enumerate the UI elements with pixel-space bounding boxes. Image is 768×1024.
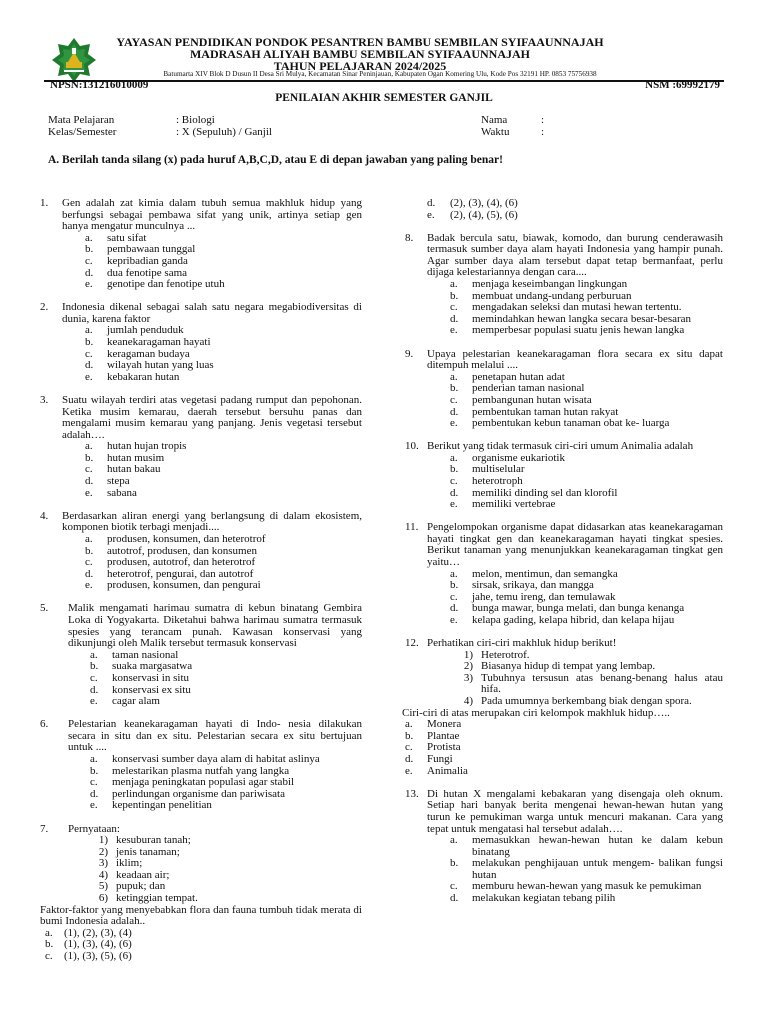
question-number: 3. xyxy=(40,393,49,406)
option-b: multiselular xyxy=(472,463,525,476)
option-letter: c. xyxy=(45,950,53,963)
option-letter: e. xyxy=(85,579,93,592)
nsm: NSM :69992179 xyxy=(645,79,720,91)
question-7 xyxy=(40,824,362,963)
option-letter: c. xyxy=(85,254,93,267)
question-1 xyxy=(40,198,362,291)
option-d: dua fenotipe sama xyxy=(107,266,188,279)
option-e: (2), (4), (5), (6) xyxy=(450,208,518,221)
class-value: : X (Sepuluh) / Ganjil xyxy=(176,126,272,138)
option-b: (1), (3), (4), (6) xyxy=(64,938,132,951)
question-text: Upaya pelestarian keanekaragaman flora secara ex situ dapat ditempuh melalui .... xyxy=(427,347,723,372)
option-letter: a. xyxy=(450,834,458,847)
option-e: cagar alam xyxy=(112,695,160,708)
option-d: wilayah hutan yang luas xyxy=(107,359,214,372)
statement-1: Heterotrof. xyxy=(481,648,530,661)
statement-3: Tubuhnya tersusun atas benang-benang halus atau hifa. xyxy=(481,671,723,696)
question-text: Berdasarkan aliran energi yang berlangsung di dalam ekosistem, komponen biotik terbagi menjadi.... xyxy=(62,509,362,534)
option-d: memiliki dinding sel dan klorofil xyxy=(472,486,618,499)
option-letter: e. xyxy=(85,486,93,499)
question-11 xyxy=(405,522,723,626)
option-letter: e. xyxy=(85,278,93,291)
question-12 xyxy=(402,637,723,777)
question-number: 2. xyxy=(40,301,49,314)
option-letter: b. xyxy=(45,938,54,951)
question-number: 13. xyxy=(405,787,419,800)
option-e: pembentukan kebun tanaman obat ke- luarga xyxy=(472,417,670,430)
question-number: 6. xyxy=(40,718,49,731)
option-letter: b. xyxy=(450,463,459,476)
option-letter: e. xyxy=(450,498,458,511)
option-letter: c. xyxy=(405,741,413,754)
option-c: hutan bakau xyxy=(107,463,161,476)
option-letter: e. xyxy=(427,208,435,221)
question-text: Gen adalah zat kimia dalam tubuh semua makhluk hidup yang berfungsi sebagai pembawa sifat yang unik, artinya setiap gen hanya mengatur munculnya ... xyxy=(62,197,362,233)
option-letter: d. xyxy=(405,753,414,766)
option-letter: c. xyxy=(450,880,458,893)
option-letter: c. xyxy=(450,393,458,406)
option-letter: b. xyxy=(90,764,99,777)
statement-1: kesuburan tanah; xyxy=(116,834,191,847)
option-letter: a. xyxy=(85,440,93,453)
option-letter: e. xyxy=(85,370,93,383)
exam-title: PENILAIAN AKHIR SEMESTER GANJIL xyxy=(275,92,493,104)
name-value: : xyxy=(541,114,545,126)
option-e: produsen, konsumen, dan pengurai xyxy=(107,579,261,592)
option-letter: b. xyxy=(85,544,94,557)
npsn: NPSN:131216010009 xyxy=(50,79,149,91)
option-letter: c. xyxy=(90,671,98,684)
option-letter: b. xyxy=(90,660,99,673)
option-letter: a. xyxy=(90,648,98,661)
foundation-name: YAYASAN PENDIDIKAN PONDOK PESANTREN BAMBU SEMBILAN SYIFAAUNNAJAH xyxy=(116,35,604,49)
question-8 xyxy=(405,233,723,337)
instruction: A. Berilah tanda silang (x) pada huruf A,B,C,D, atau E di depan jawaban yang paling benar! xyxy=(48,154,503,166)
option-a: organisme eukariotik xyxy=(472,451,565,464)
school-address: Batumarta XIV Blok D Dusun II Desa Sri Mulya, Kecamatan Sinar Peninjauan, Kabupaten Ogan Komering Ulu, Kode Pos 32191 HP. 0853 75756938 xyxy=(163,70,597,78)
time-label: Waktu xyxy=(481,126,510,138)
option-letter: a. xyxy=(85,231,93,244)
option-c: mengadakan seleksi dan mutasi hewan tertentu. xyxy=(472,301,682,314)
option-b: membuat undang-undang perburuan xyxy=(472,289,632,302)
statement-number: 2) xyxy=(98,845,108,858)
kemenag-logo-icon xyxy=(50,36,98,84)
option-letter: e. xyxy=(90,799,98,812)
question-7-continued xyxy=(405,198,723,221)
option-letter: d. xyxy=(90,787,99,800)
option-b: melakukan penghijauan untuk mengem- balikan fungsi hutan xyxy=(472,857,723,881)
question-number: 1. xyxy=(40,197,49,209)
statement-2: jenis tanaman; xyxy=(116,845,180,858)
statement-3: iklim; xyxy=(116,857,143,870)
option-e: Animalia xyxy=(427,764,468,777)
option-letter: c. xyxy=(85,463,93,476)
option-e: kelapa gading, kelapa hibrid, dan kelapa hijau xyxy=(472,614,675,626)
option-letter: d. xyxy=(450,892,459,905)
question-text: Suatu wilayah terdiri atas vegetasi padang rumput dan pepohonan. Ketika musim kemarau, daerah tersebut bersuhu panas dan mengalami musim kemarau yang panjang. Jenis vegetasi tersebut adalah…. xyxy=(62,393,362,441)
option-d: konservasi ex situ xyxy=(112,683,191,696)
option-letter: e. xyxy=(90,695,98,708)
option-d: perlindungan organisme dan pariwisata xyxy=(112,787,285,800)
option-letter: d. xyxy=(427,197,436,209)
option-letter: b. xyxy=(85,451,94,464)
option-a: penetapan hutan adat xyxy=(472,370,565,383)
statement-6: ketinggian tempat. xyxy=(116,892,198,905)
option-b: keanekaragaman hayati xyxy=(107,336,211,349)
option-b: autotrof, produsen, dan konsumen xyxy=(107,544,257,557)
option-letter: d. xyxy=(90,683,99,696)
question-text: Berikut yang tidak termasuk ciri-ciri umum Animalia adalah xyxy=(427,440,694,453)
question-text: Perhatikan ciri-ciri makhluk hidup berikut! xyxy=(427,637,617,650)
statement-number: 3) xyxy=(98,857,108,870)
statement-number: 6) xyxy=(98,892,108,905)
right-column xyxy=(402,197,723,916)
option-c: Protista xyxy=(427,741,461,754)
question-text: Malik mengamati harimau sumatra di kebun binatang Gembira Loka di Yogyakarta. Diketahui bahwa harimau sumatra termasuk spesies yang terancam punah. Kawasan konservasi yang dikunjungi oleh Malik tersebut termasuk konservasi xyxy=(68,602,362,650)
option-letter: c. xyxy=(450,301,458,314)
option-letter: e. xyxy=(450,324,458,337)
subject-label: Mata Pelajaran xyxy=(48,114,115,126)
option-letter: a. xyxy=(450,370,458,383)
option-letter: d. xyxy=(450,602,459,615)
option-letter: c. xyxy=(85,556,93,569)
question-text: Pelestarian keanekaragaman hayati di Indo- nesia dilakukan secara in situ dan ex situ. Pelestarian secara ex situ bertujuan untuk .... xyxy=(68,718,362,754)
option-letter: d. xyxy=(450,486,459,499)
option-e: kepentingan penelitian xyxy=(112,799,212,812)
option-c: kepribadian ganda xyxy=(107,254,188,267)
option-letter: b. xyxy=(85,243,94,256)
option-a: Monera xyxy=(427,718,462,731)
option-d: heterotrof, pengurai, dan autotrof xyxy=(107,567,254,580)
option-letter: a. xyxy=(45,926,53,939)
option-b: pembawaan tunggal xyxy=(107,243,196,256)
question-5 xyxy=(40,603,362,707)
option-b: penderian taman nasional xyxy=(472,382,585,395)
option-e: kebakaran hutan xyxy=(107,370,180,383)
statement-number: 1) xyxy=(463,648,473,661)
option-e: memperbesar populasi suatu jenis hewan langka xyxy=(472,324,685,337)
statement-5: pupuk; dan xyxy=(116,880,166,893)
option-letter: e. xyxy=(450,614,458,626)
option-letter: b. xyxy=(450,857,459,870)
option-letter: a. xyxy=(85,532,93,545)
question-2 xyxy=(40,302,362,383)
option-d: pembentukan taman hutan rakyat xyxy=(472,405,619,418)
question-number: 7. xyxy=(40,822,49,835)
option-a: taman nasional xyxy=(112,648,179,661)
option-d: stepa xyxy=(107,475,130,488)
statement-number: 5) xyxy=(98,880,108,893)
option-e: sabana xyxy=(107,486,137,499)
option-letter: d. xyxy=(85,475,94,488)
question-text: Indonesia dikenal sebagai salah satu negara megabiodiversitas di dunia, karena faktor xyxy=(62,301,362,325)
option-c: konservasi in situ xyxy=(112,671,189,684)
statement-number: 2) xyxy=(463,660,473,673)
question-text: Pernyataan: xyxy=(68,822,120,835)
question-number: 9. xyxy=(405,347,414,360)
option-a: konservasi sumber daya alam di habitat aslinya xyxy=(112,753,320,766)
option-d: (2), (3), (4), (6) xyxy=(450,197,518,209)
option-letter: a. xyxy=(450,278,458,291)
option-letter: d. xyxy=(450,312,459,325)
option-letter: a. xyxy=(405,718,413,731)
option-letter: b. xyxy=(450,289,459,302)
time-value: : xyxy=(541,126,545,138)
class-label: Kelas/Semester xyxy=(48,126,117,138)
option-e: genotipe dan fenotipe utuh xyxy=(107,278,225,291)
option-letter: a. xyxy=(450,451,458,464)
option-c: menjaga peningkatan populasi agar stabil xyxy=(112,776,295,789)
option-a: jumlah penduduk xyxy=(107,324,184,337)
option-b: melestarikan plasma nutfah yang langka xyxy=(112,764,290,777)
statement-number: 4) xyxy=(98,868,108,881)
option-letter: e. xyxy=(450,417,458,430)
option-b: Plantae xyxy=(427,729,460,742)
option-letter: d. xyxy=(85,266,94,279)
question-stem: Faktor-faktor yang menyebabkan flora dan fauna tumbuh tidak merata di bumi Indonesia adalah.. xyxy=(40,903,362,928)
option-d: melakukan kegiatan tebang pilih xyxy=(472,892,616,905)
option-letter: e. xyxy=(405,764,413,777)
left-column xyxy=(40,198,362,974)
name-label: Nama xyxy=(481,114,508,126)
statement-2: Biasanya hidup di tempat yang lembap. xyxy=(481,660,656,673)
option-a: menjaga keseimbangan lingkungan xyxy=(472,278,628,291)
option-letter: a. xyxy=(85,324,93,337)
option-letter: d. xyxy=(85,567,94,580)
subject-value: : Biologi xyxy=(176,114,215,126)
option-b: suaka margasatwa xyxy=(112,660,193,673)
option-letter: b. xyxy=(450,382,459,395)
question-9 xyxy=(405,349,723,430)
option-letter: c. xyxy=(90,776,98,789)
option-c: produsen, autotrof, dan heterotrof xyxy=(107,556,256,569)
statement-number: 4) xyxy=(463,695,473,708)
option-b: hutan musim xyxy=(107,451,165,464)
option-letter: a. xyxy=(90,753,98,766)
question-text: Badak bercula satu, biawak, komodo, dan burung cenderawasih termasuk sumber daya alam hayati Indonesia yang hampir punah. Agar sumber daya alam tersebut dapat tetap bermanfaat, perlu dijaga kelestariannya dengan cara.... xyxy=(427,231,723,279)
option-c: (1), (3), (5), (6) xyxy=(64,950,132,963)
option-letter: b. xyxy=(85,336,94,349)
question-6 xyxy=(40,719,362,812)
option-c: memburu hewan-hewan yang masuk ke pemukiman xyxy=(472,880,702,893)
option-b: sirsak, srikaya, dan mangga xyxy=(472,579,594,592)
question-3 xyxy=(40,395,362,499)
option-a: (1), (2), (3), (4) xyxy=(64,926,132,939)
question-10 xyxy=(405,441,723,511)
option-a: produsen, konsumen, dan heterotrof xyxy=(107,532,266,545)
option-c: heterotroph xyxy=(472,474,523,487)
option-letter: b. xyxy=(405,729,414,742)
letterhead xyxy=(0,0,768,100)
option-d: memindahkan hewan langka secara besar-besaran xyxy=(472,312,692,325)
option-c: keragaman budaya xyxy=(107,347,190,360)
question-stem: Ciri-ciri di atas merupakan ciri kelompok makhluk hidup….. xyxy=(402,706,670,719)
option-c: pembangunan hutan wisata xyxy=(472,393,592,406)
option-a: memasukkan hewan-hewan hutan ke dalam kebun binatang xyxy=(472,834,723,858)
option-a: satu sifat xyxy=(107,231,147,244)
question-text: Di hutan X mengalami kebakaran yang disengaja oleh oknum. Setiap hari banyak berita mengenai hewan-hewan hutan yang turun ke pemukiman warga untuk mencuri makanan. Cara yang tepat untuk mengatasi hal tersebut adalah…. xyxy=(427,787,723,835)
question-4 xyxy=(40,511,362,592)
option-letter: a. xyxy=(450,567,458,580)
question-number: 12. xyxy=(405,637,419,650)
school-name: MADRASAH ALIYAH BAMBU SEMBILAN SYIFAAUNNAJAH xyxy=(189,47,531,61)
statement-4: keadaan air; xyxy=(116,868,170,881)
question-number: 8. xyxy=(405,231,414,244)
option-a: hutan hujan tropis xyxy=(107,440,187,453)
academic-year: TAHUN PELAJARAN 2024/2025 xyxy=(273,59,447,73)
option-a: melon, mentimun, dan semangka xyxy=(472,567,618,580)
option-letter: d. xyxy=(450,405,459,418)
question-number: 11. xyxy=(405,521,419,534)
statement-4: Pada umumnya berkembang biak dengan spora. xyxy=(481,695,692,708)
question-number: 4. xyxy=(40,509,49,522)
option-e: memiliki vertebrae xyxy=(472,498,556,511)
option-letter: c. xyxy=(450,590,458,603)
statement-number: 3) xyxy=(463,671,473,684)
option-c: jahe, temu ireng, dan temulawak xyxy=(472,590,616,603)
option-letter: b. xyxy=(450,579,459,592)
question-text: Pengelompokan organisme dapat didasarkan atas keanekaragaman hayati tingkat gen dan keanekaragaman hayati tingkat spesies. Berikut tanaman yang menunjukkan keanekaragaman tingkat gen yaitu… xyxy=(427,521,723,569)
option-letter: c. xyxy=(450,474,458,487)
question-13 xyxy=(405,789,723,905)
option-letter: c. xyxy=(85,347,93,360)
question-number: 5. xyxy=(40,602,49,615)
option-d: Fungi xyxy=(427,753,453,766)
option-d: bunga mawar, bunga melati, dan bunga kenanga xyxy=(472,602,685,615)
option-letter: d. xyxy=(85,359,94,372)
question-number: 10. xyxy=(405,440,419,453)
statement-number: 1) xyxy=(98,834,108,847)
